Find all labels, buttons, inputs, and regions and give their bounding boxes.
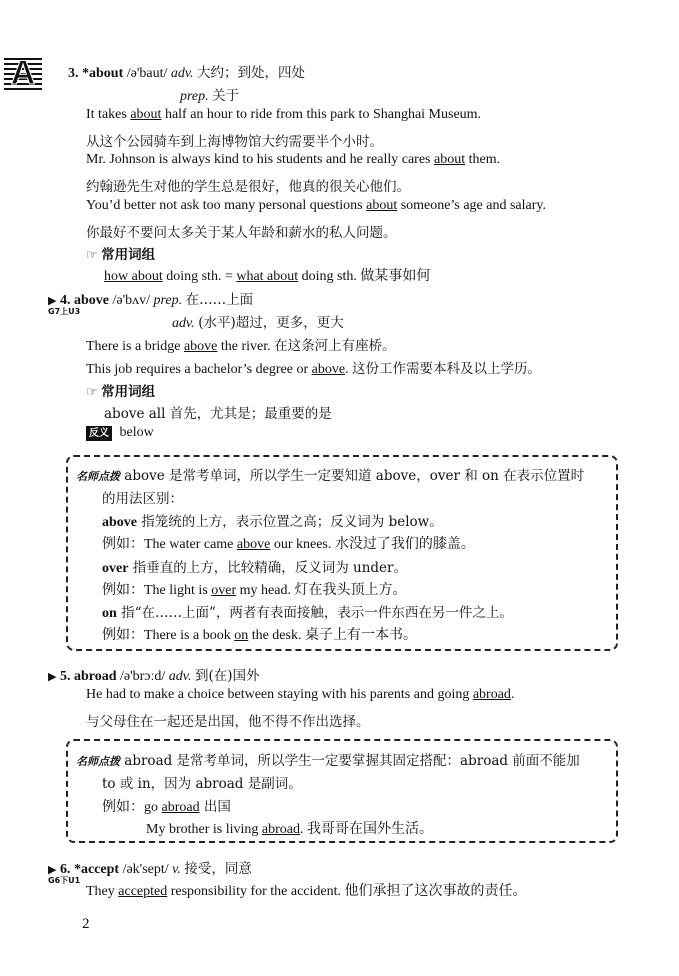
phrase-item: above all 首先，尤其是；最重要的是 [104, 406, 332, 422]
entry-accept-header: ▶ 6. *accept /ək'sept/ v. 接受，同意 [48, 861, 252, 877]
note-line: 例如：There is a book on the desk. 桌子上有一本书。 [102, 628, 417, 643]
note-line: above 指笼统的上方，表示位置之高；反义词为 below。 [102, 514, 443, 530]
headword: accept [80, 862, 120, 877]
entry-abroad-header: ▶ 5. abroad /ə'brɔːd/ adv. 到(在)国外 [48, 668, 260, 684]
phonetic: /ək'sept/ [122, 862, 169, 877]
entry-above-sense2: adv. (水平)超过，更多，更大 [172, 315, 344, 331]
phonetic: /ə'bʌv/ [112, 293, 150, 308]
note-line: 例如：The light is over my head. 灯在我头顶上方。 [102, 583, 407, 598]
note-line: 例如：The water came above our knees. 水没过了我们的膝盖。 [102, 537, 475, 552]
phonetic: /ə'baut/ [126, 66, 168, 81]
page-letter-marker [4, 56, 42, 94]
pointing-hand-icon: ☞ [86, 247, 98, 262]
antonym-badge: 反义 [86, 426, 112, 441]
textbook-tag: G6下U1 [48, 876, 81, 885]
phrase-heading: ☞ 常用词组 [86, 247, 156, 263]
example-translation: 与父母住在一起还是出国，他不得不作出选择。 [86, 714, 370, 730]
entry-above-header: ▶ 4. above /ə'bʌv/ prep. 在……上面 [48, 292, 254, 308]
example-translation: 从这个公园骑车到上海博物馆大约需要半个小时。 [86, 134, 383, 150]
headword: abroad [73, 669, 117, 684]
note-line: over 指垂直的上方，比较精确，反义词为 under。 [102, 560, 407, 576]
triangle-bullet-icon: ▶ [48, 295, 57, 307]
note-line: to 或 in，因为 abroad 是副词。 [102, 776, 302, 792]
example-sentence: There is a bridge above the river. 在这条河上有座桥。 [86, 338, 396, 354]
phrase-heading: ☞ 常用词组 [86, 384, 156, 400]
textbook-tag: G7上U3 [48, 307, 81, 316]
entry-about-sense2: prep. 关于 [180, 88, 240, 104]
note-label: 名师点拨 [76, 755, 120, 768]
entry-about-header: 3. *about /ə'baut/ adv. 大约；到处，四处 [68, 65, 306, 81]
note-line: 的用法区别： [102, 491, 183, 507]
note-line: 名师点拨 abroad 是常考单词，所以学生一定要掌握其固定搭配：abroad 前面不能加 [76, 753, 580, 769]
page-number: 2 [82, 916, 90, 932]
phonetic: /ə'brɔːd/ [120, 669, 166, 684]
note-line: 例如：go abroad 出国 [102, 799, 231, 815]
phrase-item: how about doing sth. = what about doing sth. 做某事如何 [104, 269, 431, 284]
note-line: on 指“在……上面”，两者有表面接触，表示一件东西在另一件之上。 [102, 605, 513, 621]
example-sentence: Mr. Johnson is always kind to his students and he really cares about them. [86, 152, 501, 167]
headword: above [73, 293, 109, 308]
example-translation: 你最好不要问太多关于某人年龄和薪水的私人问题。 [86, 225, 397, 241]
note-line: My brother is living abroad. 我哥哥在国外生活。 [146, 822, 433, 837]
page-letter: A [10, 54, 36, 92]
antonym-row [86, 425, 154, 441]
headword: about [89, 66, 124, 81]
example-sentence: It takes about half an hour to ride from this park to Shanghai Museum. [86, 107, 482, 122]
triangle-bullet-icon: ▶ [48, 671, 57, 683]
example-sentence: He had to make a choice between staying with his parents and going abroad. [86, 687, 515, 702]
note-label: 名师点拨 [76, 470, 120, 483]
note-line: 名师点拨 above 是常考单词，所以学生一定要知道 above，over 和 on 在表示位置时 [76, 468, 585, 484]
antonym-word: below [119, 425, 154, 440]
example-sentence: This job requires a bachelor’s degree or above. 这份工作需要本科及以上学历。 [86, 361, 542, 377]
pointing-hand-icon: ☞ [86, 384, 98, 399]
triangle-bullet-icon: ▶ [48, 864, 57, 876]
example-translation: 约翰逊先生对他的学生总是很好，他真的很关心他们。 [86, 179, 410, 195]
example-sentence: You’d better not ask too many personal questions about someone’s age and salary. [86, 198, 546, 213]
example-sentence: They accepted responsibility for the accident. 他们承担了这次事故的责任。 [86, 884, 527, 899]
